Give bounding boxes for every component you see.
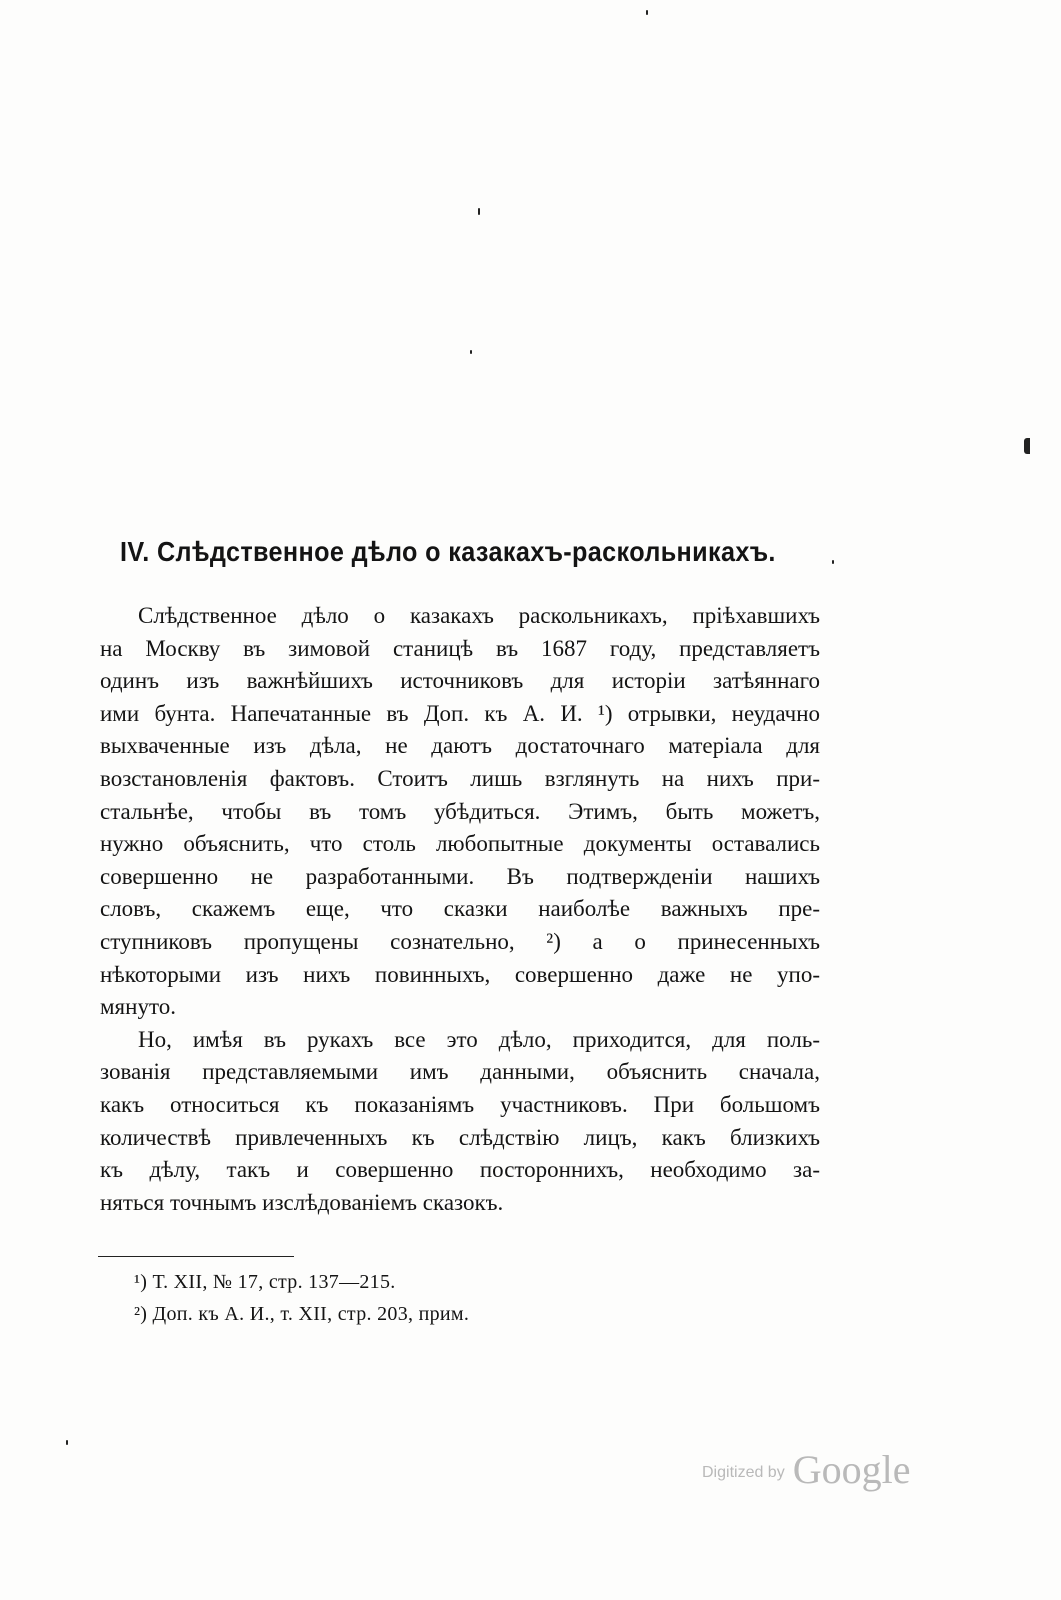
footnote-1: ¹) Т. XII, № 17, стр. 137—215. (134, 1271, 396, 1293)
scan-speck (470, 350, 472, 354)
paragraph-line: мянуто. (100, 994, 176, 1020)
paragraph-line: совершенно не разработанными. Въ подтвержденіи нашихъ (100, 863, 820, 889)
paragraph-line: Но, имѣя въ рукахъ все это дѣло, приходится, для поль- (138, 1026, 820, 1052)
paragraph-line: словъ, скажемъ еще, что сказки наиболѣе важныхъ пре- (100, 896, 820, 922)
paragraph-line: Слѣдственное дѣло о казакахъ раскольникахъ, пріѣхавшихъ (138, 603, 820, 628)
paragraph-line: стальнѣе, чтобы въ томъ убѣдиться. Этимъ, быть можетъ, (100, 798, 820, 824)
paragraph-line: ступниковъ пропущены сознательно, ²) а о принесенныхъ (100, 928, 820, 954)
digitized-watermark (702, 1446, 910, 1493)
paragraph-line: возстановленія фактовъ. Стоитъ лишь взглянуть на нихъ при- (100, 765, 820, 791)
paragraph-line: ими бунта. Напечатанные въ Доп. къ А. И. ¹) отрывки, неудачно (100, 700, 820, 726)
footnote-2: ²) Доп. къ А. И., т. XII, стр. 203, прим. (134, 1303, 470, 1325)
paragraph-line: количествѣ привлеченныхъ къ слѣдствію лицъ, какъ близкихъ (100, 1124, 820, 1150)
paragraph-line: зованія представляемыми имъ данными, объяснить сначала, (100, 1059, 820, 1085)
google-logo: Google (792, 1447, 911, 1492)
chapter-title: IV. Слѣдственное дѣло о казакахъ-раскольникахъ. (120, 536, 776, 567)
paragraph-line: на Москву въ зимовой станицѣ въ 1687 году, представляетъ (100, 635, 820, 661)
scan-speck (832, 560, 834, 564)
scan-speck (478, 208, 480, 215)
watermark-prefix: Digitized by (702, 1464, 785, 1481)
scan-speck (66, 1440, 68, 1445)
scan-speck (1024, 438, 1030, 454)
paragraph-line: одинъ изъ важнѣйшихъ источниковъ для исторіи затѣяннаго (100, 668, 820, 694)
footnote-divider (98, 1256, 294, 1257)
footnotes (134, 1266, 774, 1330)
paragraph-line: нужно объяснить, что столь любопытные документы оставались (100, 831, 820, 857)
paragraph-line: къ дѣлу, такъ и совершенно постороннихъ, необходимо за- (100, 1157, 820, 1183)
paragraph-line: выхваченные изъ дѣла, не даютъ достаточнаго матеріала для (100, 733, 820, 759)
paragraph-line: нѣкоторыми изъ нихъ повинныхъ, совершенно даже не упо- (100, 961, 820, 987)
paragraph-line: няться точнымъ изслѣдованіемъ сказокъ. (100, 1189, 504, 1215)
chapter-body (100, 600, 820, 1219)
paragraph-line: какъ относиться къ показаніямъ участниковъ. При большомъ (100, 1091, 820, 1117)
scan-speck (646, 10, 648, 15)
